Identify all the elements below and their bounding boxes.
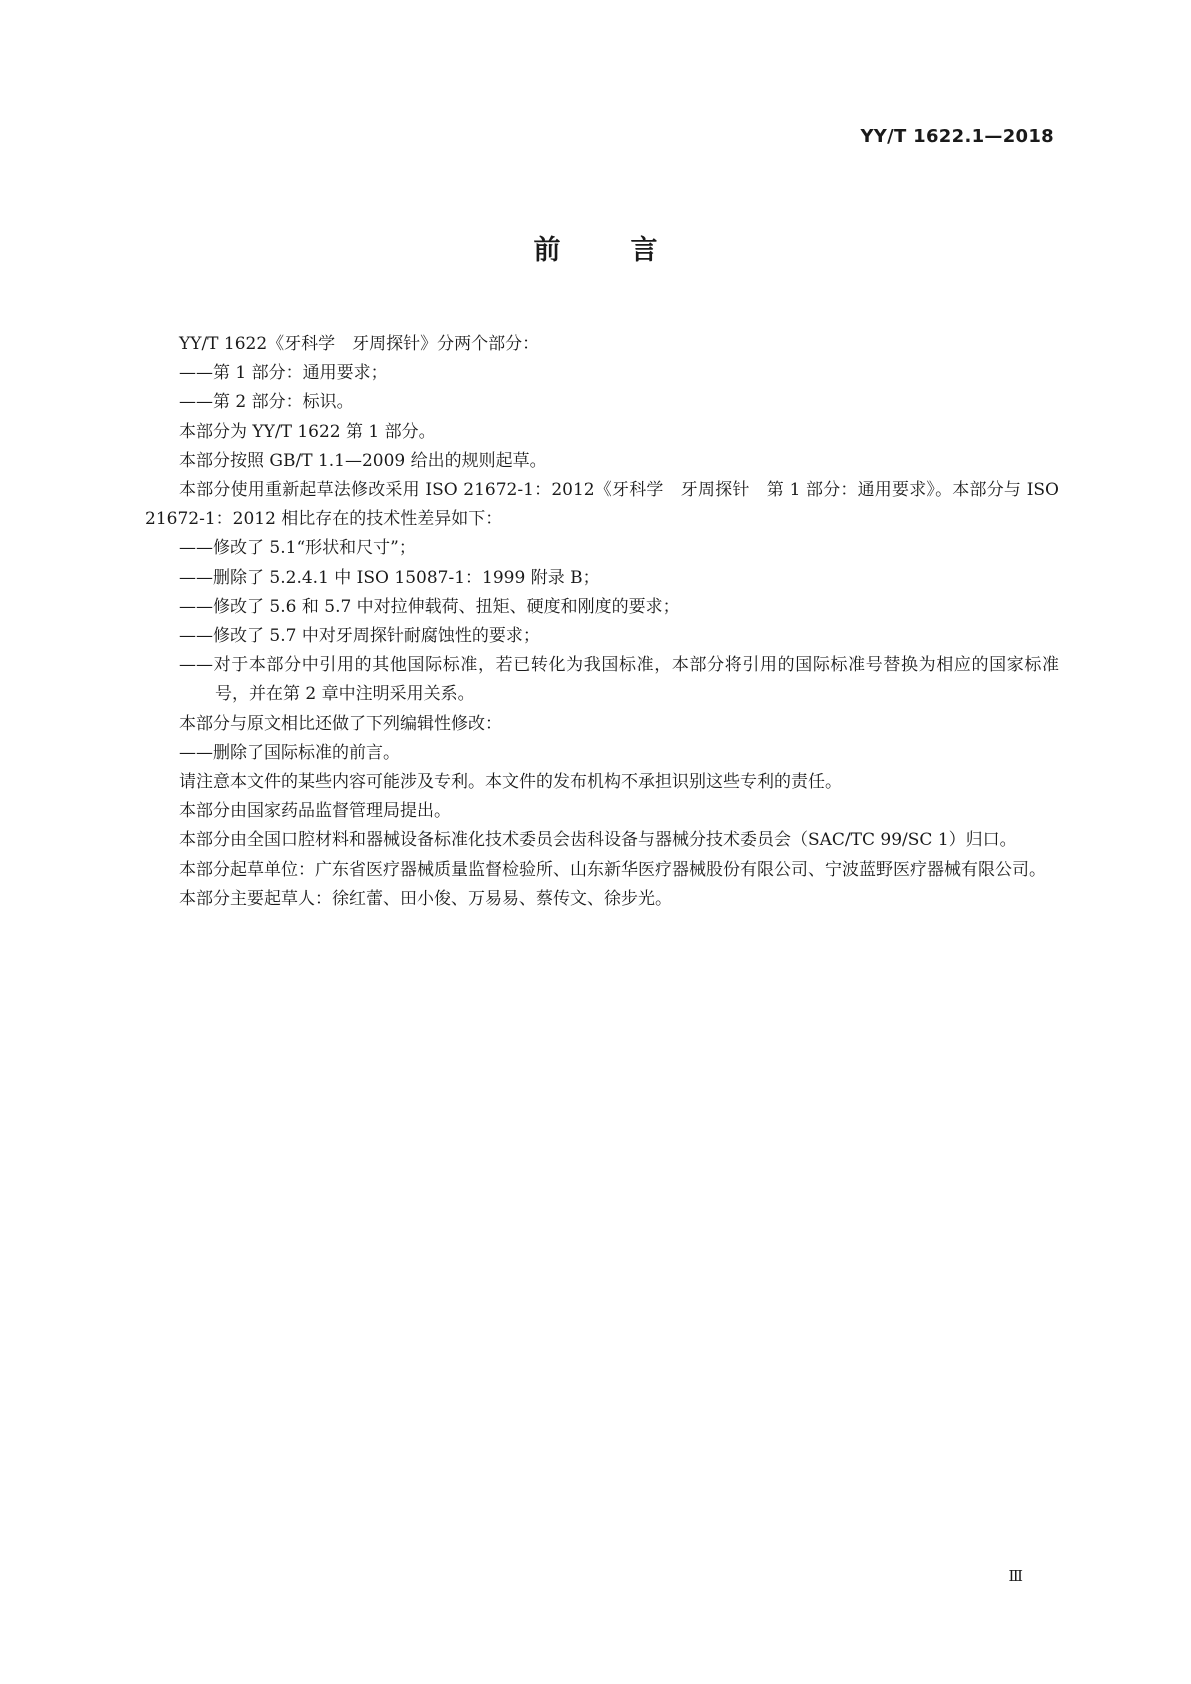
- diff-item-2: ——删除了 5.2.4.1 中 ISO 15087-1：1999 附录 B；: [179, 567, 600, 588]
- page-title: 前言: [533, 235, 728, 266]
- list-item-part-1: ——第 1 部分：通用要求；: [179, 363, 388, 384]
- diff-item-3: ——修改了 5.6 和 5.7 中对拉伸载荷、扭矩、硬度和刚度的要求；: [179, 596, 680, 617]
- patent-notice: 请注意本文件的某些内容可能涉及专利。本文件的发布机构不承担识别这些专利的责任。: [179, 772, 842, 793]
- foreword-body: [145, 330, 1059, 914]
- page-number: Ⅲ: [1008, 1567, 1023, 1585]
- managed-by: 本部分由全国口腔材料和器械设备标准化技术委员会齿科设备与器械分技术委员会（SAC/TC 99/SC 1）归口。: [179, 830, 1017, 851]
- drafting-rules: 本部分按照 GB/T 1.1—2009 给出的规则起草。: [179, 450, 547, 471]
- adoption-statement: 本部分使用重新起草法修改采用 ISO 21672-1：2012《牙科学 牙周探针 第 1 部分：通用要求》。本部分与 ISO 21672-1：2012 相比存在的技术性差异如下：: [145, 480, 1059, 530]
- proposed-by: 本部分由国家药品监督管理局提出。: [179, 801, 451, 822]
- main-drafters: 本部分主要起草人：徐红蕾、田小俊、万易易、蔡传文、徐步光。: [179, 888, 672, 909]
- part-statement: 本部分为 YY/T 1622 第 1 部分。: [179, 421, 436, 442]
- diff-item-1: ——修改了 5.1“形状和尺寸”；: [179, 538, 416, 559]
- standard-code: YY/T 1622.1—2018: [860, 126, 1054, 147]
- intro-paragraph: YY/T 1622《牙科学 牙周探针》分两个部分：: [179, 334, 540, 354]
- diff-item-5: ——对于本部分中引用的其他国际标准，若已转化为我国标准，本部分将引用的国际标准号替换为相应的国家标准号，并在第 2 章中注明采用关系。: [179, 655, 1059, 705]
- list-item-part-2: ——第 2 部分：标识。: [179, 392, 354, 413]
- drafting-units: 本部分起草单位：广东省医疗器械质量监督检验所、山东新华医疗器械股份有限公司、宁波蓝野医疗器械有限公司。: [179, 859, 1046, 880]
- diff-item-4: ——修改了 5.7 中对牙周探针耐腐蚀性的要求；: [179, 626, 540, 647]
- editorial-changes: 本部分与原文相比还做了下列编辑性修改：: [179, 713, 502, 734]
- editorial-item-1: ——删除了国际标准的前言。: [179, 742, 400, 763]
